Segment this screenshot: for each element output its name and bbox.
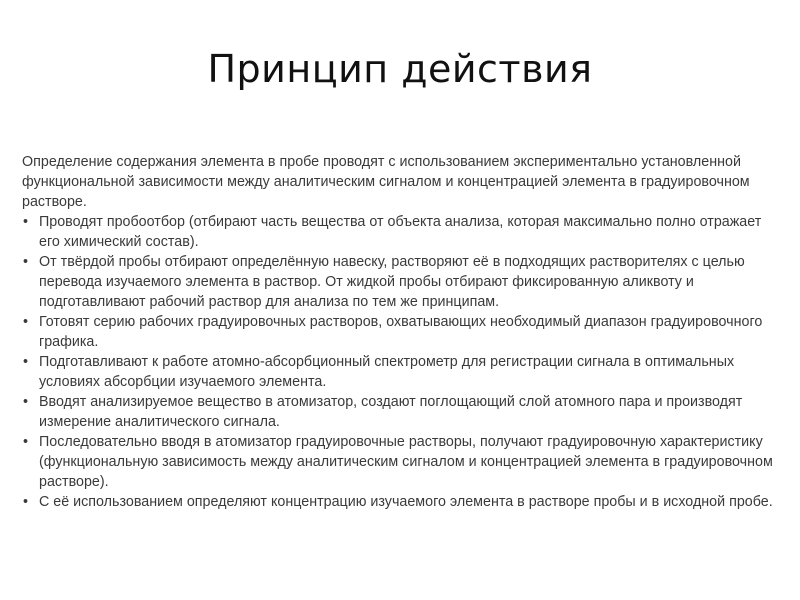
bullet-text: Подготавливают к работе атомно-абсорбционный спектрометр для регистрации сигнала в оптимальных условиях абсорбции изучаемого элемента.: [39, 354, 735, 390]
slide-title: Принцип действия: [207, 47, 593, 92]
bullet-icon: •: [23, 354, 29, 370]
bullet-icon: •: [23, 314, 29, 330]
bullet-item: [22, 392, 782, 432]
bullet-text: Готовят серию рабочих градуировочных растворов, охватывающих необходимый диапазон градуировочного графика.: [39, 314, 763, 350]
bullet-item: [22, 252, 782, 312]
bullet-icon: •: [23, 214, 29, 230]
bullet-text: Последовательно вводя в атомизатор градуировочные растворы, получают градуировочную характеристику (функциональную зависимость между аналитическим сигналом и концентрацией элемента в градуировочном растворе).: [39, 434, 773, 490]
bullet-icon: •: [23, 434, 29, 450]
bullet-text: От твёрдой пробы отбирают определённую навеску, растворяют её в подходящих растворителях с целью перевода изучаемого элемента в раствор. От жидкой пробы отбирают фиксированную аликвоту и подготавливают рабочий раствор для анализа по тем же принципам.: [39, 254, 745, 310]
bullet-text: С её использованием определяют концентрацию изучаемого элемента в растворе пробы и в исходной пробе.: [39, 494, 773, 510]
bullet-text: Проводят пробоотбор (отбирают часть вещества от объекта анализа, которая максимально полно отражает его химический состав).: [39, 214, 762, 250]
intro-paragraph: Определение содержания элемента в пробе проводят с использованием экспериментально установленной функциональной зависимости между аналитическим сигналом и концентрацией элемента в градуировочном растворе.: [22, 154, 750, 210]
bullet-list: [22, 212, 782, 512]
bullet-text: Вводят анализируемое вещество в атомизатор, создают поглощающий слой атомного пара и производят измерение аналитического сигнала.: [39, 394, 743, 430]
bullet-item: [22, 432, 782, 492]
bullet-item: [22, 312, 782, 352]
bullet-icon: •: [23, 254, 29, 270]
bullet-item: [22, 492, 782, 512]
bullet-icon: •: [23, 394, 29, 410]
bullet-item: [22, 212, 782, 252]
slide-content: [22, 152, 782, 512]
bullet-icon: •: [23, 494, 29, 510]
bullet-item: [22, 352, 782, 392]
